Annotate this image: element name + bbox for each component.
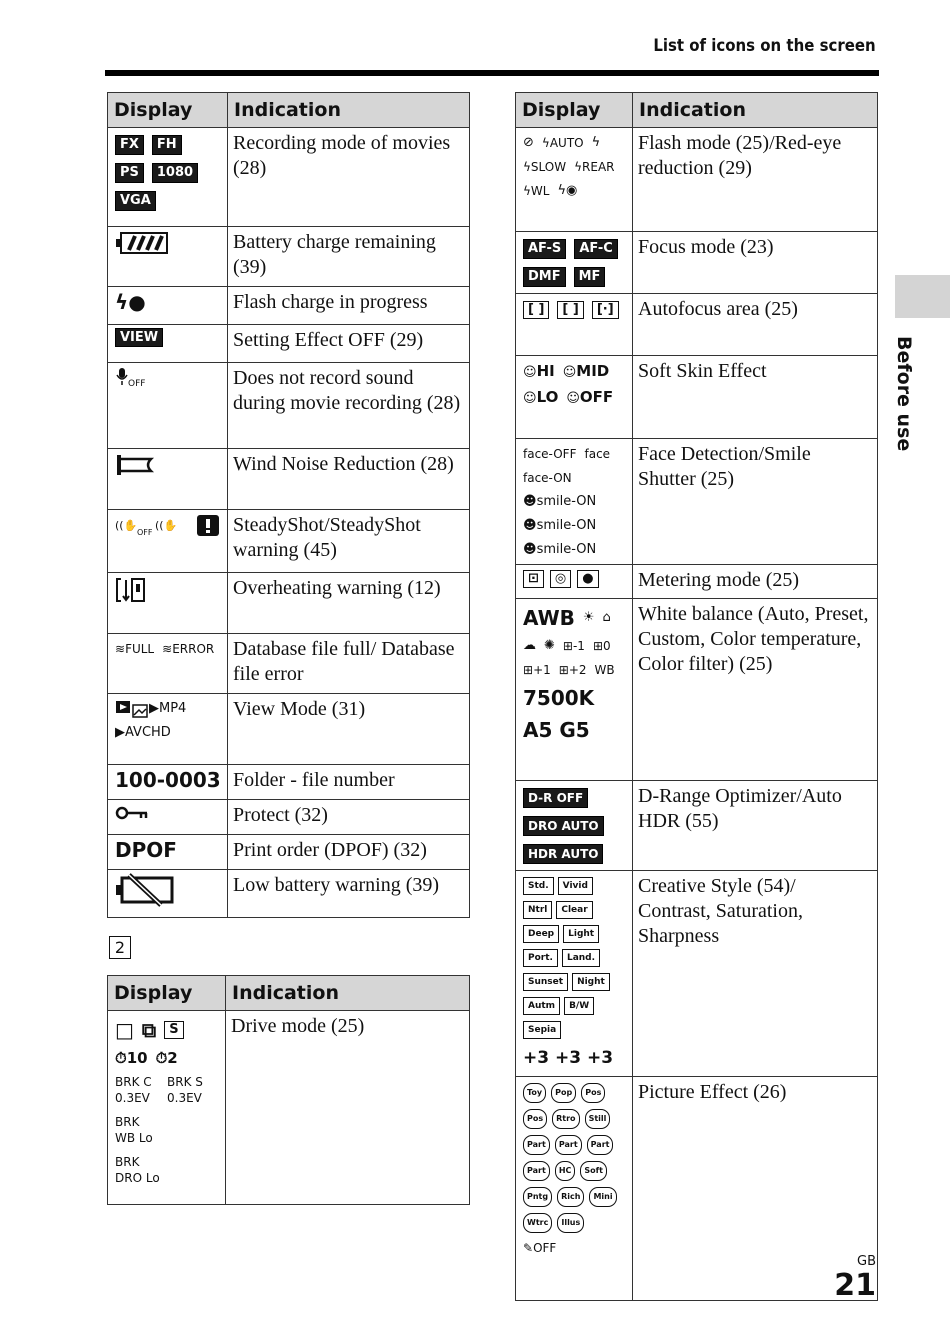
style-sunset-icon: Sunset <box>523 973 568 991</box>
svg-text:OFF: OFF <box>128 379 146 388</box>
section-number-label: 2 <box>109 936 131 959</box>
indication-cell: Battery charge remaining (39) <box>228 227 470 287</box>
self-timer-10-icon: ⏱10 <box>115 1049 148 1067</box>
dmf-icon: DMF <box>523 267 566 287</box>
af-wide-icon: [ ] <box>523 301 549 319</box>
table-row <box>108 694 470 765</box>
self-timer-2-icon: ⏱2 <box>155 1049 178 1067</box>
style-portrait-icon: Port. <box>523 949 558 967</box>
table-row <box>108 449 470 510</box>
smile-shutter-icon: ☻smile-ON <box>523 518 597 533</box>
folder-file-number: 100-0003 <box>115 768 221 792</box>
table-row <box>516 128 878 232</box>
effect-high-contrast-mono-icon: HC <box>555 1161 576 1181</box>
effect-off-icon: ✎OFF <box>523 1241 557 1255</box>
table-header-row <box>108 976 470 1011</box>
af-c-icon: AF-C <box>574 239 617 259</box>
steadyshot-off-icon <box>115 514 155 536</box>
effect-hdr-painting-icon: Pntg <box>523 1187 552 1207</box>
table-row <box>108 363 470 449</box>
bracket-wb-icon: BRK WB Lo <box>115 1115 153 1145</box>
effect-partial-color-icon: Part <box>523 1135 550 1155</box>
table-row <box>516 599 878 781</box>
style-landscape-icon: Land. <box>562 949 600 967</box>
table-row <box>516 356 878 439</box>
table-row <box>516 1077 878 1301</box>
style-clear-icon: Clear <box>556 901 592 919</box>
flash-wb-icon: WB <box>594 663 615 677</box>
svg-text:((✋: ((✋ <box>115 519 138 532</box>
style-autumn-icon: Autm <box>523 997 560 1015</box>
side-tab <box>895 275 950 318</box>
red-eye-icon: ϟ◉ <box>557 183 578 198</box>
smile-shutter-icon: ☻smile-ON <box>523 542 597 557</box>
spot-metering-icon: ● <box>577 570 598 588</box>
style-deep-icon: Deep <box>523 925 559 943</box>
table-row <box>516 781 878 871</box>
style-standard-icon: Std. <box>523 877 554 895</box>
table-row <box>108 325 470 363</box>
still-view-icon <box>115 699 149 719</box>
table-row <box>516 871 878 1077</box>
style-sepia-icon: Sepia <box>523 1021 561 1039</box>
drive-mode-table <box>107 975 470 1205</box>
style-light-icon: Light <box>563 925 599 943</box>
table-row <box>108 1011 470 1205</box>
table-row <box>516 294 878 356</box>
indication-cell: Soft Skin Effect <box>633 356 878 439</box>
table-row <box>516 439 878 565</box>
rear-sync-icon: ϟREAR <box>574 160 615 174</box>
effect-retro-icon: Rtro <box>552 1109 579 1129</box>
right-icon-table <box>515 92 878 1301</box>
flash-auto-icon: ϟAUTO <box>541 136 584 150</box>
header-indication: Indication <box>226 976 470 1011</box>
indication-cell: Creative Style (54)/ Contrast, Saturation, Sharpness <box>633 871 878 1077</box>
af-local-icon: [·] <box>592 301 619 319</box>
dro-auto-icon: DRO AUTO <box>523 816 604 836</box>
table-row <box>108 870 470 918</box>
indication-cell: Metering mode (25) <box>633 565 878 599</box>
dpof-icon: DPOF <box>115 838 177 862</box>
protect-key-icon <box>115 803 151 823</box>
header-indication: Indication <box>633 93 878 128</box>
indication-cell: White balance (Auto, Preset, Custom, Color temperature, Color filter) (25) <box>633 599 878 781</box>
effect-partial-color-icon: Part <box>587 1135 614 1155</box>
indication-cell: Picture Effect (26) <box>633 1077 878 1301</box>
indication-cell: Print order (DPOF) (32) <box>228 835 470 870</box>
fx-icon: FX <box>115 135 144 155</box>
effect-pop-icon: Pop <box>551 1083 576 1103</box>
center-metering-icon: ◎ <box>550 570 571 588</box>
fluorescent-plus1-icon: ⊞+1 <box>523 663 551 677</box>
soft-skin-hi-icon: ☺HI <box>523 362 555 380</box>
incandescent-icon: ✺ <box>544 638 555 653</box>
cloudy-icon: ☁ <box>523 638 536 653</box>
steadyshot-warning-icon <box>155 513 221 537</box>
multi-metering-icon: ⊡ <box>523 570 544 588</box>
effect-rich-tone-mono-icon: Rich <box>557 1187 584 1207</box>
table-row <box>108 573 470 634</box>
indication-cell: Protect (32) <box>228 800 470 835</box>
effect-soft-focus-icon: Soft <box>580 1161 607 1181</box>
soft-skin-off-icon: ☺OFF <box>566 388 614 406</box>
database-full-icon: ≋FULL <box>115 642 155 656</box>
face-detection-off-icon: face-OFF <box>523 447 577 461</box>
page-number: 21 <box>834 1268 876 1303</box>
slow-sync-icon: ϟSLOW <box>523 160 567 174</box>
face-detection-on-icon: face-ON <box>523 471 572 485</box>
speed-priority-icon: S <box>164 1021 183 1039</box>
bracket-continuous-icon: BRK C 0.3EV <box>115 1075 152 1105</box>
table-row <box>516 565 878 599</box>
effect-soft-high-key-icon: Still <box>585 1109 611 1129</box>
svg-text:OFF: OFF <box>137 528 153 536</box>
header-display: Display <box>108 93 228 128</box>
page-header-title: List of icons on the screen <box>653 36 876 56</box>
effect-posterization-bw-icon: Pos <box>523 1109 547 1129</box>
page-region-label: GB <box>857 1254 876 1269</box>
effect-toy-icon: Toy <box>523 1083 546 1103</box>
style-neutral-icon: Ntrl <box>523 901 552 919</box>
awb-icon: AWB <box>523 606 575 630</box>
svg-text:((✋: ((✋ <box>155 519 178 532</box>
wind-noise-icon <box>115 452 155 478</box>
mp4-view-icon: ▶MP4 <box>149 701 187 716</box>
hdr-auto-icon: HDR AUTO <box>523 844 603 864</box>
soft-skin-lo-icon: ☺LO <box>523 388 559 406</box>
table-header-row <box>516 93 878 128</box>
effect-watercolor-icon: Wtrc <box>523 1213 552 1233</box>
flash-charge-icon: ϟ● <box>115 290 146 314</box>
table-row <box>108 128 470 227</box>
indication-cell: Does not record sound during movie recording (28) <box>228 363 470 449</box>
header-indication: Indication <box>228 93 470 128</box>
fluorescent-minus1-icon: ⊞-1 <box>562 639 585 653</box>
table-row <box>108 835 470 870</box>
fill-flash-icon: ϟ <box>591 135 601 150</box>
style-bw-icon: B/W <box>564 997 594 1015</box>
effect-illustration-icon: Illus <box>557 1213 584 1233</box>
color-filter-icon: A5 G5 <box>523 718 590 742</box>
table-row <box>108 287 470 325</box>
effect-partial-color-icon: Part <box>523 1161 550 1181</box>
indication-cell: Face Detection/Smile Shutter (25) <box>633 439 878 565</box>
effect-partial-color-icon: Part <box>555 1135 582 1155</box>
indication-cell: Wind Noise Reduction (28) <box>228 449 470 510</box>
view-icon: VIEW <box>115 328 163 347</box>
indication-cell: Database file full/ Database file error <box>228 634 470 694</box>
color-temp-icon: 7500K <box>523 686 595 710</box>
avchd-view-icon: ▶AVCHD <box>115 725 171 740</box>
style-vivid-icon: Vivid <box>558 877 593 895</box>
continuous-shot-icon: ⧉ <box>141 1018 157 1042</box>
indication-cell: Overheating warning (12) <box>228 573 470 634</box>
indication-cell: Drive mode (25) <box>226 1011 470 1205</box>
table-row <box>108 765 470 800</box>
side-tab-label: Before use <box>893 336 915 452</box>
soft-skin-mid-icon: ☺MID <box>562 362 610 380</box>
indication-cell: Low battery warning (39) <box>228 870 470 918</box>
database-error-icon: ≋ERROR <box>162 642 215 656</box>
fluorescent-plus2-icon: ⊞+2 <box>558 663 587 677</box>
indication-cell: Autofocus area (25) <box>633 294 878 356</box>
shade-icon: ⌂ <box>602 610 611 625</box>
indication-cell: Focus mode (23) <box>633 232 878 294</box>
indication-cell: View Mode (31) <box>228 694 470 765</box>
af-s-icon: AF-S <box>523 239 566 259</box>
table-header-row <box>108 93 470 128</box>
mic-off-icon <box>115 366 149 388</box>
indication-cell: SteadyShot/SteadyShot warning (45) <box>228 510 470 573</box>
header-display: Display <box>516 93 633 128</box>
wireless-flash-icon: ϟWL <box>523 184 550 198</box>
indication-cell: D-Range Optimizer/Auto HDR (55) <box>633 781 878 871</box>
indication-cell: Flash mode (25)/Red-eye reduction (29) <box>633 128 878 232</box>
effect-miniature-icon: Mini <box>589 1187 616 1207</box>
table-row <box>108 227 470 287</box>
single-shot-icon: □ <box>115 1018 134 1042</box>
af-center-icon: [ ] <box>557 301 583 319</box>
indication-cell: Folder - file number <box>228 765 470 800</box>
table-row <box>516 232 878 294</box>
header-rule <box>105 70 879 76</box>
dro-off-icon: D-R OFF <box>523 788 588 808</box>
style-night-icon: Night <box>572 973 610 991</box>
table-row <box>108 634 470 694</box>
vga-icon: VGA <box>115 191 156 211</box>
table-row <box>108 800 470 835</box>
indication-cell: Recording mode of movies (28) <box>228 128 470 227</box>
mf-icon: MF <box>574 267 606 287</box>
indication-cell: Flash charge in progress <box>228 287 470 325</box>
face-detection-icon: face <box>584 447 611 461</box>
left-icon-table <box>107 92 470 918</box>
fh-icon: FH <box>152 135 182 155</box>
battery-low-icon <box>115 873 175 907</box>
bracket-dro-icon: BRK DRO Lo <box>115 1155 160 1185</box>
table-row <box>108 510 470 573</box>
battery-full-icon <box>115 230 169 256</box>
1080-icon: 1080 <box>152 163 198 183</box>
flash-off-icon: ⊘ <box>523 135 534 150</box>
overheating-icon <box>115 576 147 604</box>
contrast-saturation-sharpness: +3 +3 +3 <box>523 1048 614 1068</box>
smile-shutter-icon: ☻smile-ON <box>523 494 597 509</box>
bracket-single-icon: BRK S 0.3EV <box>167 1075 203 1105</box>
indication-cell: Setting Effect OFF (29) <box>228 325 470 363</box>
ps-icon: PS <box>115 163 144 183</box>
daylight-icon: ☀ <box>582 610 595 625</box>
fluorescent-0-icon: ⊞0 <box>592 639 611 653</box>
header-display: Display <box>108 976 226 1011</box>
effect-posterization-icon: Pos <box>581 1083 605 1103</box>
